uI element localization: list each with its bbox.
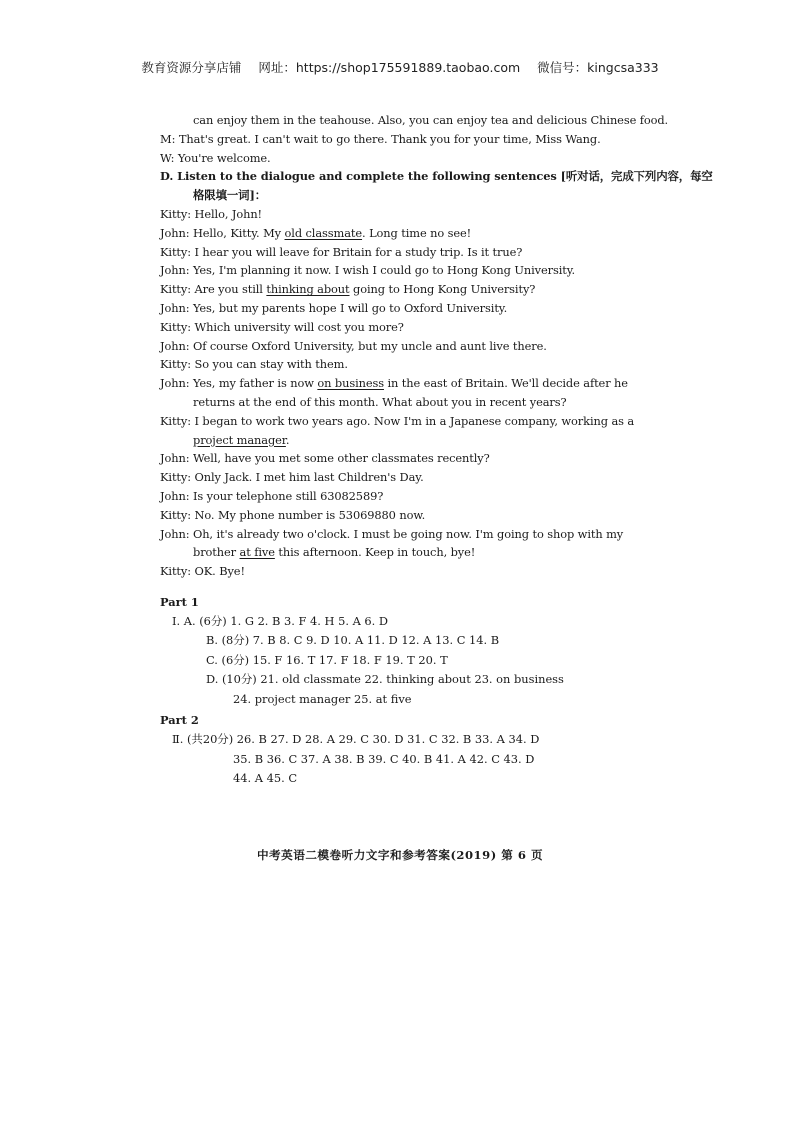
- speaker-label: Kitty:: [160, 413, 191, 428]
- speaker-label: John:: [160, 263, 190, 278]
- line-text: this afternoon. Keep in touch, bye!: [274, 545, 476, 560]
- speaker-label: John:: [160, 376, 190, 391]
- line-text: can enjoy them in the teahouse. Also, you can enjoy tea and delicious Chinese food.: [193, 113, 669, 127]
- speaker-label: Kitty:: [160, 507, 191, 522]
- line-text: Yes, but my parents hope I will go to Oxford University.: [189, 300, 508, 315]
- line-text: You're welcome.: [174, 150, 271, 165]
- speaker-label: Kitty:: [160, 244, 191, 259]
- line-text: Yes, my father is now: [189, 376, 318, 391]
- speaker-label: Kitty:: [160, 470, 191, 485]
- answer-row: 24. project manager 25. at five: [233, 691, 412, 706]
- speaker-label: Kitty:: [160, 206, 191, 221]
- underlined-answer: thinking about: [266, 282, 350, 297]
- line-text: Hello, John!: [190, 206, 263, 221]
- line-text: That's great. I can't wait to go there. Thank you for your time, Miss Wang.: [175, 131, 601, 146]
- page-footer: 中考英语二模卷听力文字和参考答案(2019) 第 6 页: [256, 848, 544, 862]
- line-text: . Long time no see!: [362, 225, 472, 240]
- line-text: Are you still: [190, 282, 267, 297]
- line-text: in the east of Britain. We'll decide after he: [383, 376, 628, 391]
- line-text: Well, have you met some other classmates recently?: [189, 451, 490, 466]
- wechat-id: 微信号：kingcsa333: [537, 60, 659, 75]
- speaker-label: John:: [160, 488, 190, 503]
- answer-row: 35. B 36. C 37. A 38. B 39. C 40. B 41. A 42. C 43. D: [233, 751, 535, 766]
- speaker-label: W:: [160, 150, 175, 165]
- line-text: Hello, Kitty. My: [189, 225, 285, 240]
- underlined-answer: project manager: [193, 432, 286, 447]
- line-text: going to Hong Kong University?: [349, 282, 536, 297]
- underlined-answer: at five: [239, 545, 275, 560]
- line-text: Oh, it's already two o'clock. I must be going now. I'm going to shop with my: [189, 526, 624, 541]
- line-text: brother: [193, 545, 240, 560]
- answer-row: B. (8分) 7. B 8. C 9. D 10. A 11. D 12. A 13. C 14. B: [206, 633, 500, 648]
- underlined-answer: old classmate: [284, 225, 363, 240]
- speaker-label: M:: [160, 131, 176, 146]
- speaker-label: Kitty:: [160, 564, 191, 579]
- line-text: returns at the end of this month. What about you in recent years?: [193, 394, 567, 409]
- line-text: So you can stay with them.: [190, 357, 348, 372]
- speaker-label: Kitty:: [160, 282, 191, 297]
- answer-row: 44. A 45. C: [233, 771, 298, 786]
- line-text: Is your telephone still 63082589?: [189, 488, 384, 503]
- speaker-label: Kitty:: [160, 319, 191, 334]
- answer-row: D. (10分) 21. old classmate 22. thinking about 23. on business: [206, 672, 564, 687]
- watermark-header: [0, 58, 800, 76]
- line-text: I began to work two years ago. Now I'm in a Japanese company, working as a: [190, 413, 635, 428]
- part2-title: Part 2: [160, 713, 199, 728]
- line-text: D. Listen to the dialogue and complete the following sentences [听对话，完成下列内容，每空: [160, 169, 713, 184]
- line-text: Only Jack. I met him last Children's Day.: [190, 470, 424, 485]
- scanned-page: [160, 113, 713, 793]
- line-text: Which university will cost you more?: [190, 319, 404, 334]
- answer-row: Ⅰ. A. (6分) 1. G 2. B 3. F 4. H 5. A 6. D: [172, 613, 389, 628]
- line-text: .: [285, 432, 290, 447]
- speaker-label: John:: [160, 526, 190, 541]
- part1-title: Part 1: [160, 594, 199, 609]
- line-text: 格限填一词]：: [193, 188, 267, 203]
- speaker-label: John:: [160, 338, 190, 353]
- transcript-line: [160, 566, 650, 585]
- speaker-label: John:: [160, 451, 190, 466]
- answer-row: C. (6分) 15. F 16. T 17. F 18. F 19. T 20. T: [206, 652, 448, 667]
- shop-name: 教育资源分享店铺: [141, 60, 242, 75]
- line-text: No. My phone number is 53069880 now.: [190, 507, 426, 522]
- line-text: OK. Bye!: [190, 564, 245, 579]
- line-text: Of course Oxford University, but my uncle and aunt live there.: [189, 338, 547, 353]
- line-text: Yes, I'm planning it now. I wish I could go to Hong Kong University.: [189, 263, 576, 278]
- answer-row: Ⅱ. (共20分) 26. B 27. D 28. A 29. C 30. D 31. C 32. B 33. A 34. D: [172, 732, 540, 747]
- shop-url: 网址：https://shop175591889.taobao.com: [258, 60, 521, 75]
- speaker-label: John:: [160, 225, 190, 240]
- speaker-label: Kitty:: [160, 357, 191, 372]
- speaker-label: John:: [160, 300, 190, 315]
- dialogue-transcript: [160, 113, 713, 585]
- underlined-answer: on business: [317, 376, 384, 391]
- line-text: I hear you will leave for Britain for a study trip. Is it true?: [190, 244, 523, 259]
